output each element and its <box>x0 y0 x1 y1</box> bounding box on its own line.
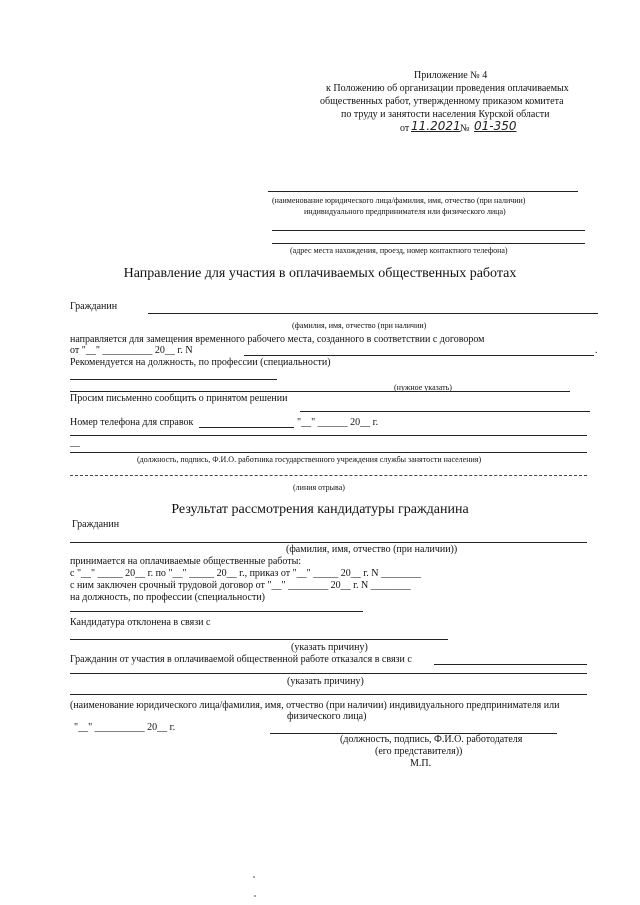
contract-text: с ним заключен срочный трудовой договор от "__" ________ 20__ г. N ________ <box>70 580 411 591</box>
refused-line <box>434 664 587 665</box>
order-no-label: № <box>460 123 470 134</box>
position-line <box>70 611 363 612</box>
position-text: на должность, по профессии (специальности) <box>70 592 265 603</box>
employer-caption-1: (наименование юридического лица/фамилия, имя, отчество (при наличии) индивидуального предпринимателя или <box>70 700 560 711</box>
signature-caption-2: (его представителя)) <box>375 746 463 757</box>
direction-heading: Направление для участия в оплачиваемых общественных работах <box>123 266 517 281</box>
refused-text: Гражданин от участия в оплачиваемой общественной работе отказался в связи с <box>70 654 412 665</box>
scan-speck <box>253 876 255 878</box>
citizen-fio-caption: (фамилия, имя, отчество (при наличии) <box>292 321 427 330</box>
contract-from: от "__" __________ 20__ г. N <box>70 345 193 356</box>
request-text: Просим письменно сообщить о принятом решении <box>70 393 288 404</box>
citizen-fio-line <box>148 313 598 314</box>
stamp-label: М.П. <box>410 758 432 769</box>
appendix-title: Приложение № 4 <box>414 70 488 81</box>
order-prefix: от <box>400 123 410 134</box>
recommended-line-2 <box>70 391 570 392</box>
order-date-handwritten: 11.2021 <box>411 119 461 133</box>
contract-end: . <box>595 345 598 356</box>
signature-caption-1: (должность, подпись, Ф.И.О. работодателя <box>340 734 523 745</box>
org-line-2 <box>272 230 585 231</box>
scan-speck <box>254 895 256 897</box>
appendix-line-2: общественных работ, утвержденному приказом комитета <box>320 96 564 107</box>
phone-label: Номер телефона для справок <box>70 417 194 428</box>
citizen-label: Гражданин <box>70 301 118 312</box>
result-fio-line <box>70 542 587 543</box>
rejected-line <box>70 639 448 640</box>
org-caption-1: (наименование юридического лица/фамилия, имя, отчество (при наличии) <box>272 196 526 205</box>
refused-line-2 <box>70 673 587 674</box>
official-caption: (должность, подпись, Ф.И.О. работника государственного учреждения службы занятости населения) <box>137 455 482 464</box>
phone-date: "__" ______ 20__ г. <box>297 417 379 428</box>
phone-number-line <box>199 427 294 428</box>
address-caption: (адрес места нахождения, проезд, номер контактного телефона) <box>290 246 508 255</box>
period-text: с "__" _____ 20__ г. по "__" _____ 20__ г., приказ от "__" _____ 20__ г. N ________ <box>70 568 421 579</box>
recommended-text: Рекомендуется на должность, по профессии (специальности) <box>70 357 331 368</box>
result-date-line: "__" __________ 20__ г. <box>74 722 176 733</box>
accepted-text: принимается на оплачиваемые общественные работы: <box>70 556 302 567</box>
sent-text: направляется для замещения временного рабочего места, созданного в соответствии с договором <box>70 334 485 345</box>
recommended-line-1 <box>70 379 277 380</box>
org-caption-2: индивидуального предпринимателя или физического лица) <box>304 207 506 216</box>
rejected-text: Кандидатура отклонена в связи с <box>70 617 211 628</box>
employer-caption-2: физического лица) <box>287 711 367 722</box>
employer-line <box>70 694 587 695</box>
phone-line-top <box>300 411 590 412</box>
phone-line-bottom <box>70 435 587 436</box>
official-signature-line <box>70 452 587 453</box>
tear-line <box>70 475 587 476</box>
appendix-line-3: по труду и занятости населения Курской области <box>341 109 550 120</box>
org-line-3 <box>272 243 585 244</box>
dash-mark: — <box>70 441 80 452</box>
specify-caption: (нужное указать) <box>394 383 452 392</box>
result-heading: Результат рассмотрения кандидатуры гражданина <box>171 502 469 517</box>
org-name-line <box>268 191 578 192</box>
contract-number-line <box>244 355 594 356</box>
result-fio-caption: (фамилия, имя, отчество (при наличии)) <box>286 544 458 555</box>
reason-caption-1: (указать причину) <box>291 642 368 653</box>
result-citizen-label: Гражданин <box>72 519 120 530</box>
appendix-line-1: к Положению об организации проведения оплачиваемых <box>326 83 569 94</box>
order-no-handwritten: 01-350 <box>474 119 517 133</box>
reason-caption-2: (указать причину) <box>287 676 364 687</box>
tear-line-caption: (линия отрыва) <box>293 483 345 492</box>
